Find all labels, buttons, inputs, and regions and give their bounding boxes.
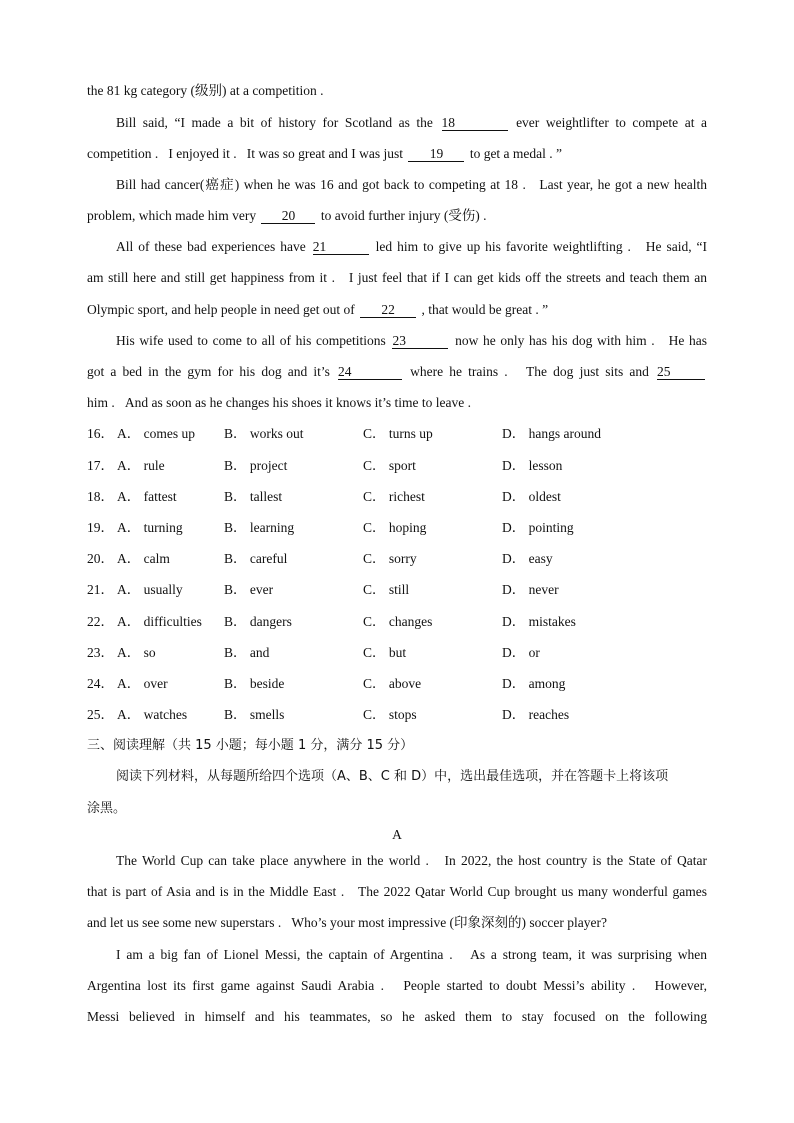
option-b: B． ever	[224, 582, 274, 597]
text: Bill said, “I made a bit of history for Scotland as the	[116, 115, 433, 130]
option-row-18	[87, 488, 707, 506]
passage-line	[87, 207, 707, 225]
option-row-19	[87, 519, 707, 537]
blank-21: 21	[313, 239, 369, 255]
blank-24: 24	[338, 364, 402, 380]
text: His wife used to come to all of his competitions	[116, 333, 386, 348]
option-c: C． changes	[363, 614, 433, 629]
option-c: C． hoping	[363, 520, 427, 535]
option-c: C． sorry	[363, 551, 417, 566]
passage-line	[87, 269, 707, 287]
passage-label: A	[392, 827, 402, 842]
passage-line	[116, 332, 707, 350]
text: Olympic sport, and help people in need get out of	[87, 302, 355, 317]
option-b: B． learning	[224, 520, 295, 535]
instruction-text: 涂黑。	[87, 801, 127, 816]
option-a: A． over	[117, 676, 168, 691]
passage-line	[116, 114, 707, 132]
option-d: D． lesson	[502, 458, 563, 473]
passage-line: I am a big fan of Lionel Messi, the captain of Argentina . As a strong team, it was surprising when	[116, 947, 707, 962]
passage-line	[87, 301, 707, 319]
option-b: B． dangers	[224, 614, 292, 629]
question-number: 25．	[87, 707, 114, 722]
blank-22: 22	[360, 302, 416, 318]
option-c: C． but	[363, 645, 407, 660]
option-a: A． rule	[117, 458, 165, 473]
text: to avoid further injury (受伤) .	[320, 208, 487, 223]
option-a: A． so	[117, 645, 156, 660]
text: All of these bad experiences have	[116, 239, 306, 254]
option-b: B． smells	[224, 707, 285, 722]
option-d: D． hangs around	[502, 426, 601, 441]
option-row-17	[87, 457, 707, 475]
blank-19: 19	[408, 146, 464, 162]
option-d: D． oldest	[502, 489, 561, 504]
option-d: D． pointing	[502, 520, 574, 535]
section-heading: 三、阅读理解（共 15 小题；每小题 1 分，满分 15 分）	[87, 738, 414, 753]
text: got a bed in the gym for his dog and it’s	[87, 364, 330, 379]
option-b: B． beside	[224, 676, 285, 691]
text: am still here and still get happiness from it . I just feel that if I can get kids off the streets and teach them an	[87, 270, 707, 285]
option-c: C． stops	[363, 707, 417, 722]
option-a: A． fattest	[117, 489, 177, 504]
option-d: D． mistakes	[502, 614, 576, 629]
question-number: 20．	[87, 551, 114, 566]
option-d: D． reaches	[502, 707, 570, 722]
text: competition . I enjoyed it . It was so great and I was just	[87, 146, 404, 161]
text: where he trains . The dog just sits and	[410, 364, 649, 379]
question-number: 19．	[87, 520, 114, 535]
instruction-text: 阅读下列材料，从每题所给四个选项（A、B、C 和 D）中，选出最佳选项，并在答题卡上将该项	[116, 769, 669, 784]
option-d: D． easy	[502, 551, 553, 566]
option-c: C． above	[363, 676, 422, 691]
option-d: D． never	[502, 582, 559, 597]
text: ever weightlifter to compete at a	[516, 115, 708, 130]
option-a: A． difficulties	[117, 614, 202, 629]
option-a: A． turning	[117, 520, 183, 535]
passage-line	[87, 82, 707, 100]
option-row-16	[87, 425, 707, 443]
text: led him to give up his favorite weightlifting . He said, “I	[375, 239, 708, 254]
passage-line	[87, 363, 707, 381]
option-row-22	[87, 613, 707, 631]
question-number: 16．	[87, 426, 114, 441]
question-number: 22．	[87, 614, 114, 629]
text: to get a medal . ”	[469, 146, 563, 161]
option-a: A． watches	[117, 707, 188, 722]
text: , that would be great . ”	[421, 302, 549, 317]
blank-18: 18	[442, 115, 508, 131]
blank-25: 25	[657, 364, 705, 380]
passage-line	[87, 145, 707, 163]
blank-20: 20	[261, 208, 315, 224]
option-d: D． or	[502, 645, 540, 660]
option-b: B． and	[224, 645, 270, 660]
option-row-20	[87, 550, 707, 568]
text: problem, which made him very	[87, 208, 257, 223]
option-c: C． turns up	[363, 426, 433, 441]
option-c: C． richest	[363, 489, 425, 504]
option-row-21	[87, 581, 707, 599]
passage-line: and let us see some new superstars . Who’s your most impressive (印象深刻的) soccer player?	[87, 915, 608, 930]
question-number: 17．	[87, 458, 114, 473]
question-number: 24．	[87, 676, 114, 691]
option-b: B． tallest	[224, 489, 283, 504]
question-number: 21．	[87, 582, 114, 597]
question-number: 23．	[87, 645, 114, 660]
passage-line	[116, 238, 707, 256]
passage-line: The World Cup can take place anywhere in the world . In 2022, the host country is the State of Qatar	[116, 853, 707, 868]
blank-23: 23	[392, 333, 448, 349]
option-b: B． project	[224, 458, 288, 473]
passage-line: Argentina lost its first game against Saudi Arabia . People started to doubt Messi’s ability . However,	[87, 978, 707, 993]
passage-line	[87, 394, 707, 412]
text: now he only has his dog with him . He has	[455, 333, 708, 348]
option-row-23	[87, 644, 707, 662]
option-row-25	[87, 706, 707, 724]
option-c: C． sport	[363, 458, 416, 473]
option-row-24	[87, 675, 707, 693]
text: the 81 kg category (级别) at a competition .	[87, 83, 324, 98]
text: Bill had cancer(癌症) when he was 16 and got back to competing at 18 . Last year, he got a new health	[116, 177, 707, 192]
option-b: B． works out	[224, 426, 304, 441]
option-a: A． calm	[117, 551, 170, 566]
option-b: B． careful	[224, 551, 288, 566]
option-c: C． still	[363, 582, 410, 597]
option-a: A． comes up	[117, 426, 195, 441]
text: him . And as soon as he changes his shoes it knows it’s time to leave .	[87, 395, 471, 410]
option-a: A． usually	[117, 582, 183, 597]
passage-line: Messi believed in himself and his teammates, so he asked them to stay focused on the following	[87, 1009, 707, 1024]
option-d: D． among	[502, 676, 566, 691]
passage-line: that is part of Asia and is in the Middle East . The 2022 Qatar World Cup brought us many wonderful games	[87, 884, 707, 899]
passage-line	[116, 176, 707, 194]
question-number: 18．	[87, 489, 114, 504]
